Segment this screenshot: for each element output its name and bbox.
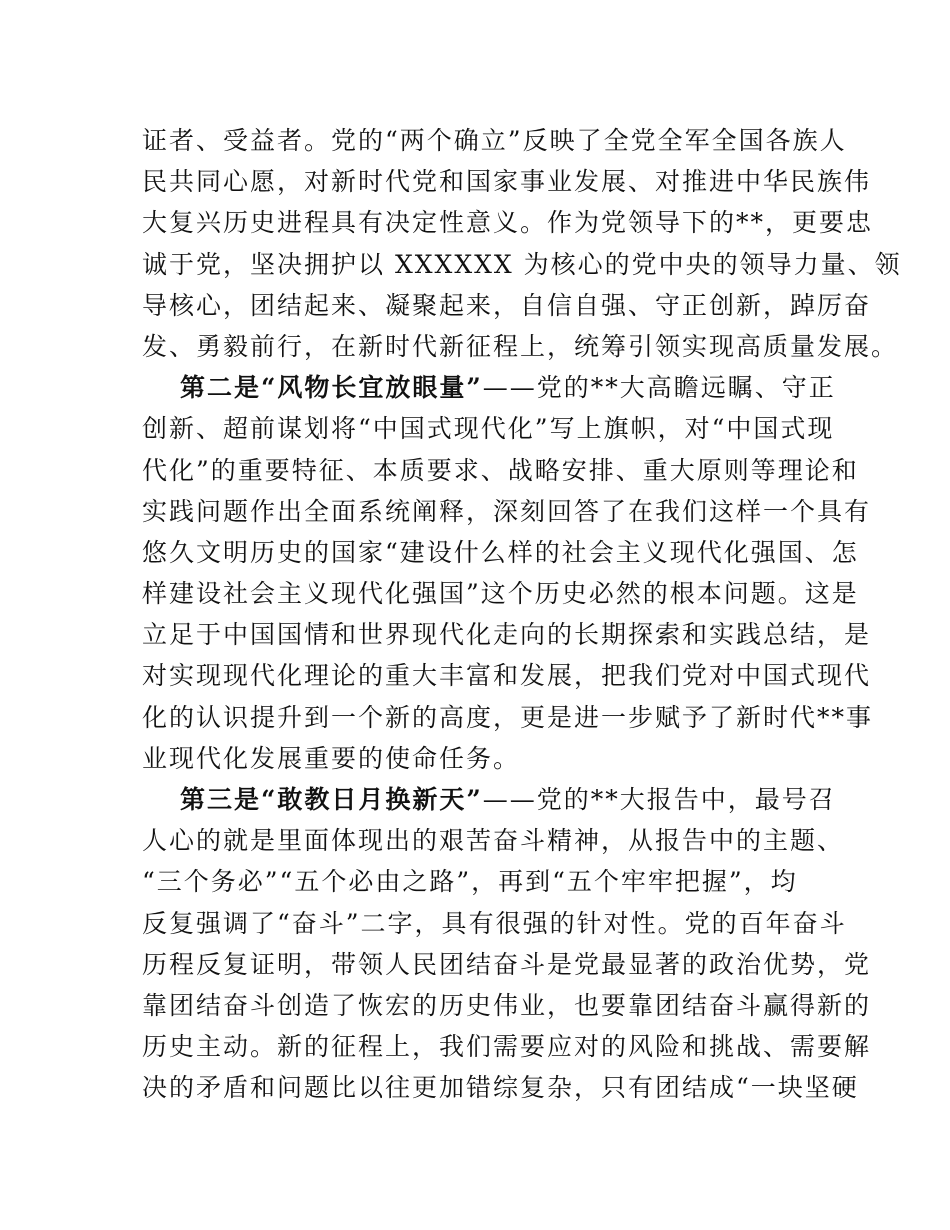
paragraph-heading-line: [142, 779, 836, 820]
text-line: 民共同心愿，对新时代党和国家事业发展、对推进中华民族伟: [142, 167, 872, 197]
text-line: 导核心，团结起来、凝聚起来，自信自强、守正创新，踔厉奋: [142, 290, 872, 320]
text-line: 证者、受益者。党的“两个确立”反映了全党全军全国各族人: [142, 126, 847, 155]
section-heading: 第三是“敢教日月换新天”: [180, 785, 483, 814]
text-line: “三个务必”“五个必由之路”，再到“五个牢牢把握”，均: [142, 867, 798, 897]
text-line: 样建设社会主义现代化强国”这个历史必然的根本问题。这是: [142, 579, 859, 609]
text-line: 化的认识提升到一个新的高度，更是进一步赋予了新时代**事: [142, 702, 874, 732]
text-run: ——党的**大高瞻远瞩、守正: [482, 373, 836, 403]
text-line: 历程反复证明，带领人民团结奋斗是党最显著的政治优势，党: [142, 949, 872, 979]
section-heading: 第二是“风物长宜放眼量”: [180, 373, 483, 403]
text-line: 靠团结奋斗创造了恢宏的历史伟业，也要靠团结奋斗赢得新的: [142, 990, 872, 1020]
text-line: 业现代化发展重要的使命任务。: [142, 743, 521, 773]
text-line: 大复兴历史进程具有决定性意义。作为党领导下的**，更要忠: [142, 208, 874, 238]
paragraph-heading-line: [142, 367, 836, 408]
text-line: 实践问题作出全面系统阐释，深刻回答了在我们这样一个具有: [142, 496, 872, 526]
text-line: 创新、超前谋划将“中国式现代化”写上旗帜，对“中国式现: [142, 414, 835, 444]
text-line: 代化”的重要特征、本质要求、战略安排、重大原则等理论和: [142, 455, 859, 485]
text-run: ——党的**大报告中，最号召: [482, 785, 836, 814]
text-line: 决的矛盾和问题比以往更加错综复杂，只有团结成“一块坚硬: [142, 1073, 859, 1103]
text-line: 对实现现代化理论的重大丰富和发展，把我们党对中国式现代: [142, 661, 872, 691]
text-line: 历史主动。新的征程上，我们需要应对的风险和挑战、需要解: [142, 1032, 872, 1062]
text-line: 发、勇毅前行，在新时代新征程上，统筹引领实现高质量发展。: [142, 331, 899, 361]
body-text: [142, 120, 902, 1109]
text-line: 诚于党，坚决拥护以 XXXXXX 为核心的党中央的领导力量、领: [142, 249, 902, 279]
text-line: 人心的就是里面体现出的艰苦奋斗精神，从报告中的主题、: [142, 826, 845, 856]
text-line: 立足于中国国情和世界现代化走向的长期探索和实践总结，是: [142, 620, 872, 650]
text-line: 悠久文明历史的国家“建设什么样的社会主义现代化强国、怎: [142, 537, 859, 567]
text-line: 反复强调了“奋斗”二字，具有很强的针对性。党的百年奋斗: [142, 908, 847, 938]
